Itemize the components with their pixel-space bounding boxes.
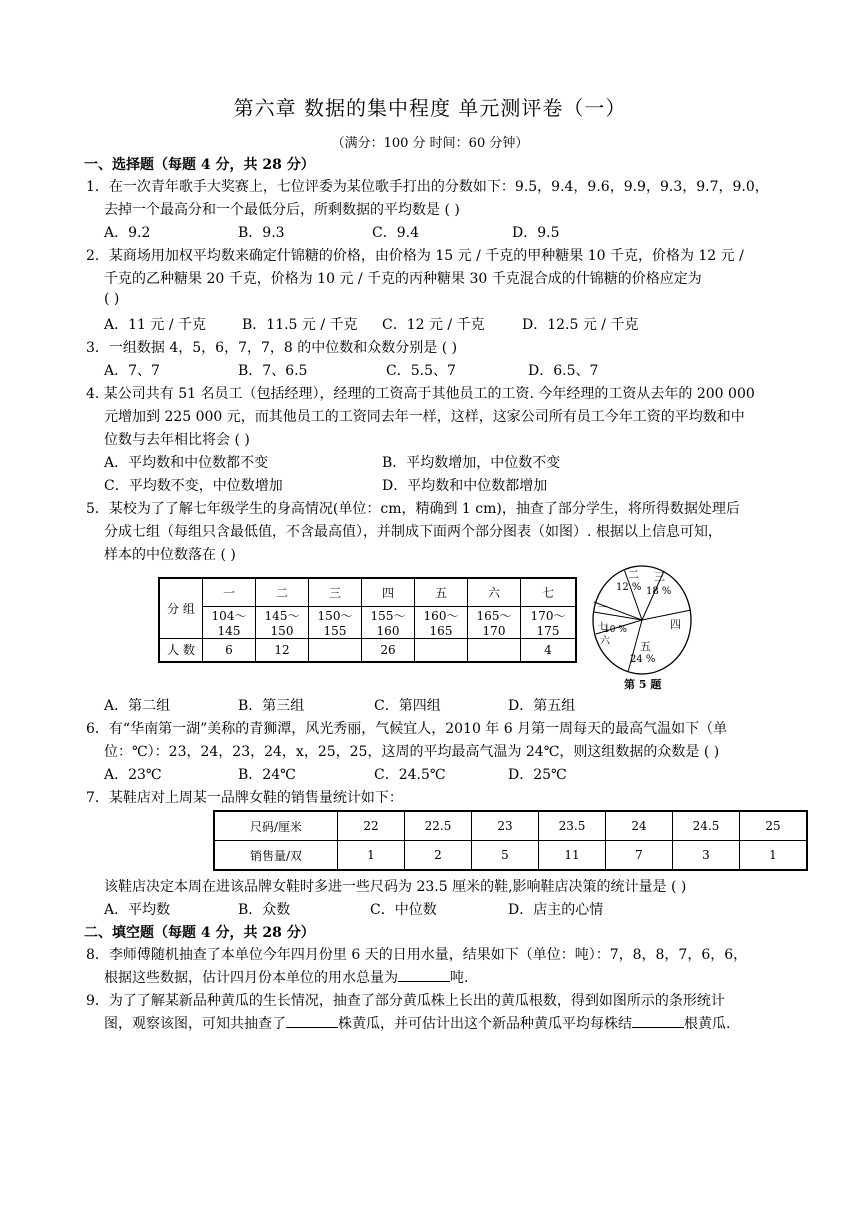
question-5-option-b: B．第三组	[238, 698, 305, 714]
question-1-line-2: 去掉一个最高分和一个最低分后，所剩数据的平均数是 ( )	[104, 202, 460, 218]
question-7-option-a: A．平均数	[104, 902, 171, 918]
section-heading-fill: 二、填空题（每题 4 分，共 28 分）	[84, 925, 315, 941]
question-5-option-a: A．第二组	[104, 698, 171, 714]
pie-label-group-4: 四	[670, 618, 681, 631]
page-subtitle: （满分：100 分 时间：60 分钟）	[331, 136, 529, 151]
question-5-option-d: D．第五组	[508, 698, 576, 714]
group-cell: 二	[256, 578, 309, 606]
question-8-text-a: 根据这些数据，估计四月份本单位的用水总量为	[104, 970, 398, 986]
table-row	[159, 578, 576, 606]
question-4-option-b: B．平均数增加，中位数不变	[382, 455, 561, 471]
table-row	[159, 638, 576, 662]
question-9-text-c: 根黄瓜.	[684, 1016, 731, 1032]
question-7-option-d: D．店主的心情	[508, 902, 604, 918]
size-cell: 24.5	[673, 811, 740, 841]
section-heading-choice: 一、选择题（每题 4 分，共 28 分）	[84, 157, 315, 173]
question-9-text-b: 株黄瓜，并可估计出这个新品种黄瓜平均每株结	[338, 1016, 632, 1032]
count-cell	[415, 638, 468, 662]
question-9-text-a: 图，观察该图，可知共抽查了	[104, 1016, 286, 1032]
question-2-line-1: 2．某商场用加权平均数来确定什锦糖的价格，由价格为 15 元 / 千克的甲种糖果 10 千克，价格为 12 元 /	[86, 248, 744, 264]
range-cell: 104～145	[203, 606, 256, 638]
count-cell	[309, 638, 362, 662]
question-4-option-c: C．平均数不变，中位数增加	[104, 478, 283, 494]
table-row	[214, 841, 807, 871]
group-cell: 六	[468, 578, 521, 606]
question-4-option-a: A．平均数和中位数都不变	[104, 455, 269, 471]
size-cell: 23	[472, 811, 539, 841]
question-5-line-3: 样本的中位数落在 ( )	[104, 547, 236, 563]
pie-label-group-7: 七	[598, 622, 608, 633]
figure-caption: 第 5 题	[624, 678, 662, 691]
question-9-line-2	[104, 1013, 730, 1033]
answer-blank[interactable]	[398, 980, 450, 982]
question-1-option-b: B．9.3	[238, 225, 285, 241]
question-3-option-a: A．7、7	[104, 363, 160, 379]
question-8-line-1: 8．李师傅随机抽查了本单位今年四月份里 6 天的日用水量，结果如下（单位：吨）：7，8，8，7，6，6，	[86, 947, 748, 963]
pie-divider	[642, 610, 691, 620]
question-1-option-c: C．9.4	[372, 225, 419, 241]
question-1-option-d: D．9.5	[512, 225, 560, 241]
question-7-option-c: C．中位数	[370, 902, 437, 918]
answer-blank[interactable]	[632, 1026, 684, 1028]
count-cell	[468, 638, 521, 662]
question-6-option-c: C．24.5℃	[374, 767, 446, 783]
count-cell: 12	[256, 638, 309, 662]
sales-cell: 11	[539, 841, 606, 871]
question-7-option-b: B．众数	[238, 902, 291, 918]
question-6-option-d: D．25℃	[508, 767, 567, 783]
row-label-group: 分 组	[159, 578, 203, 638]
range-cell: 150～155	[309, 606, 362, 638]
pie-percent-group-7: 10 %	[604, 625, 627, 635]
question-5-line-1: 5．某校为了了解七年级学生的身高情况(单位：cm，精确到 1 cm)，抽查了部分学生，将所得数据处理后	[86, 501, 740, 517]
answer-blank[interactable]	[286, 1026, 338, 1028]
question-6-line-2: 位：℃）：23，24，23，24，x，25，25，这周的平均最高气温为 24℃，则这组数据的众数是 ( )	[104, 744, 720, 760]
question-9-line-1: 9．为了了解某新品种黄瓜的生长情况，抽查了部分黄瓜株上长出的黄瓜根数，得到如图所示的条形统计	[86, 993, 725, 1009]
question-3-option-c: C．5.5、7	[386, 363, 456, 379]
question-8-line-2	[104, 967, 468, 987]
range-cell: 170～175	[521, 606, 577, 638]
page-title: 第六章 数据的集中程度 单元测评卷（一）	[233, 96, 627, 120]
question-3-option-d: D．6.5、7	[528, 363, 599, 379]
question-5-line-2: 分成七组（每组只含最低值，不含最高值），并制成下面两个部分图表（如图）. 根据以上信息可知，	[104, 524, 722, 540]
pie-percent-group-5: 24 %	[630, 654, 656, 665]
pie-chart	[590, 562, 702, 692]
pie-label-group-6: 六	[600, 636, 610, 647]
sales-cell: 3	[673, 841, 740, 871]
pie-label-group-1: 一	[598, 603, 608, 614]
question-6-option-a: A．23℃	[104, 767, 162, 783]
count-cell: 26	[362, 638, 415, 662]
pie-label-group-5: 五	[640, 640, 651, 653]
question-4-option-d: D．平均数和中位数都增加	[382, 478, 548, 494]
sales-cell: 7	[606, 841, 673, 871]
sales-cell: 5	[472, 841, 539, 871]
question-7-line-1: 7．某鞋店对上周某一品牌女鞋的销售量统计如下：	[86, 790, 403, 806]
question-3-line-1: 3．一组数据 4，5，6，7，7，8 的中位数和众数分别是 ( )	[86, 340, 458, 356]
pie-percent-group-2: 12 %	[616, 582, 642, 593]
pie-label-group-2: 二	[628, 568, 639, 581]
question-7-line-2: 该鞋店决定本周在进该品牌女鞋时多进一些尺码为 23.5 厘米的鞋,影响鞋店决策的统计量是 ( )	[104, 879, 687, 895]
size-cell: 23.5	[539, 811, 606, 841]
sales-cell: 1	[740, 841, 808, 871]
question-1-option-a: A．9.2	[104, 225, 151, 241]
group-cell: 四	[362, 578, 415, 606]
question-2-line-2: 千克的乙种糖果 20 千克，价格为 10 元 / 千克的丙种糖果 30 千克混合成的什锦糖的价格应定为	[104, 271, 702, 287]
question-8-text-b: 吨.	[450, 970, 469, 986]
size-cell: 22.5	[405, 811, 472, 841]
question-2-option-b: B．11.5 元 / 千克	[242, 317, 358, 333]
row-label-count: 人 数	[159, 638, 203, 662]
range-cell: 145～150	[256, 606, 309, 638]
height-group-table	[158, 577, 577, 663]
table-row	[214, 811, 807, 841]
size-cell: 25	[740, 811, 808, 841]
question-4-line-3: 位数与去年相比将会 ( )	[104, 432, 250, 448]
question-4-line-2: 元增加到 225 000 元，而其他员工的工资同去年一样，这样，这家公司所有员工今年工资的平均数和中	[104, 409, 745, 425]
row-label-size: 尺码/厘米	[214, 811, 338, 841]
size-cell: 24	[606, 811, 673, 841]
group-cell: 三	[309, 578, 362, 606]
question-3-option-b: B．7、6.5	[238, 363, 308, 379]
count-cell: 4	[521, 638, 577, 662]
question-4-line-1: 4. 某公司共有 51 名员工（包括经理），经理的工资高于其他员工的工资. 今年经理的工资从去年的 200 000	[86, 386, 755, 402]
question-2-option-d: D．12.5 元 / 千克	[522, 317, 639, 333]
pie-percent-group-3: 18 %	[646, 586, 672, 597]
question-6-line-1: 6．有“华南第一湖”美称的青狮潭，风光秀丽，气候宜人，2010 年 6 月第一周每天的最高气温如下（单	[86, 721, 728, 737]
question-2-option-c: C．12 元 / 千克	[382, 317, 485, 333]
size-cell: 22	[338, 811, 405, 841]
range-cell: 160～165	[415, 606, 468, 638]
table-row	[159, 606, 576, 638]
group-cell: 七	[521, 578, 577, 606]
row-label-sales: 销售量/双	[214, 841, 338, 871]
question-2-option-a: A．11 元 / 千克	[104, 317, 206, 333]
question-2-line-3: ( )	[104, 291, 120, 307]
shoe-sales-table	[213, 810, 808, 871]
question-1-line-1: 1．在一次青年歌手大奖赛上，七位评委为某位歌手打出的分数如下：9.5，9.4，9.6，9.9，9.3，9.7，9.0，	[86, 179, 769, 195]
pie-label-group-3: 三	[654, 570, 665, 583]
sales-cell: 1	[338, 841, 405, 871]
group-cell: 一	[203, 578, 256, 606]
sales-cell: 2	[405, 841, 472, 871]
group-cell: 五	[415, 578, 468, 606]
count-cell: 6	[203, 638, 256, 662]
range-cell: 155～160	[362, 606, 415, 638]
question-5-option-c: C．第四组	[374, 698, 441, 714]
question-6-option-b: B．24℃	[238, 767, 296, 783]
range-cell: 165～170	[468, 606, 521, 638]
